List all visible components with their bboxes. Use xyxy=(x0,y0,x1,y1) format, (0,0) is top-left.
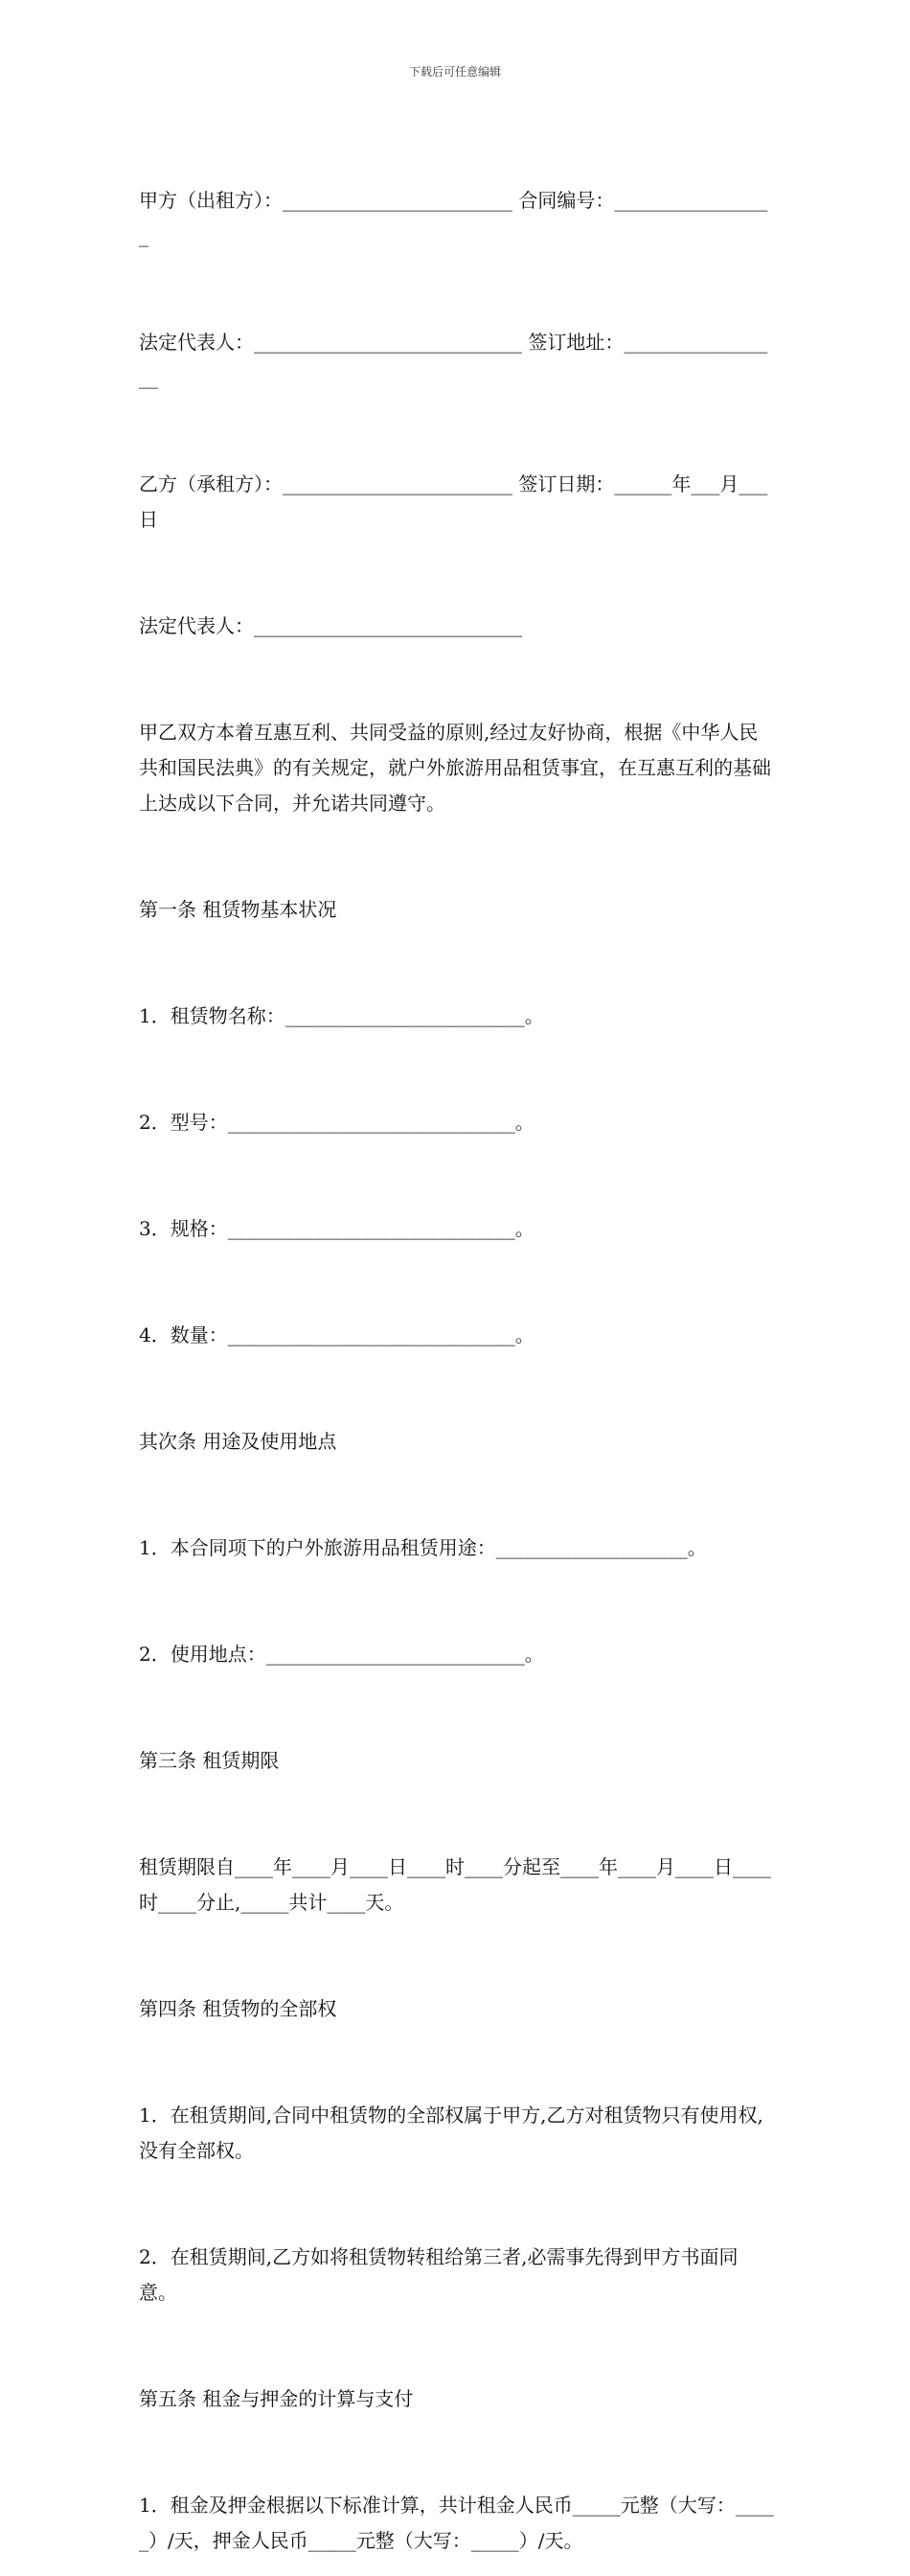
article-5-heading: 第五条 租金与押金的计算与支付 xyxy=(139,2387,414,2410)
article-1-item-1: 1．租赁物名称：_________________________。 xyxy=(139,1004,544,1027)
article-4-item-2: 2．在租赁期间,乙方如将租赁物转租给第三者,必需事先得到甲方书面同意。 xyxy=(139,2245,739,2304)
party-b-line: 乙方（承租方）：________________________ 签订日期：______年___月___日 xyxy=(139,472,768,531)
article-1-item-4: 4．数量：______________________________。 xyxy=(139,1323,535,1346)
article-3-heading: 第三条 租赁期限 xyxy=(139,1749,280,1772)
article-1-heading: 第一条 租赁物基本状况 xyxy=(139,898,337,921)
party-b-representative-line: 法定代表人：____________________________ xyxy=(139,614,522,637)
header-note: 下载后可任意编辑 xyxy=(408,65,501,79)
article-2-item-2: 2．使用地点：___________________________。 xyxy=(139,1643,544,1666)
article-3-paragraph: 租赁期限自____年____月____日____时____分起至____年____月____日____时____分止,_____共计____天。 xyxy=(139,1855,771,1914)
preamble-paragraph: 甲乙双方本着互惠互利、共同受益的原则,经过友好协商，根据《中华人民共和国民法典》的有关规定，就户外旅游用品租赁事宜，在互惠互利的基础上达成以下合同，并允诺共同遵守。 xyxy=(139,721,771,815)
article-5-item-1: 1．租金及押金根据以下标准计算，共计租金人民币_____元整（大写：_____）/天，押金人民币_____元整（大写：_____）/天。 xyxy=(139,2494,774,2552)
article-1-item-2: 2．型号：______________________________。 xyxy=(139,1111,535,1134)
contract-body xyxy=(139,112,776,2576)
article-2-item-1: 1．本合同项下的户外旅游用品租赁用途：____________________。 xyxy=(139,1536,707,1559)
party-a-line: 甲方（出租方）：________________________ 合同编号：_________________ xyxy=(139,189,768,247)
article-4-heading: 第四条 租赁物的全部权 xyxy=(139,1997,337,2020)
article-4-item-1: 1．在租赁期间,合同中租赁物的全部权属于甲方,乙方对租赁物只有使用权,没有全部权。 xyxy=(139,2104,763,2162)
article-2-heading: 其次条 用途及使用地点 xyxy=(139,1430,337,1453)
article-1-item-3: 3．规格：______________________________。 xyxy=(139,1217,535,1240)
party-a-representative-line: 法定代表人：____________________________ 签订地址：_________________ xyxy=(139,331,768,389)
